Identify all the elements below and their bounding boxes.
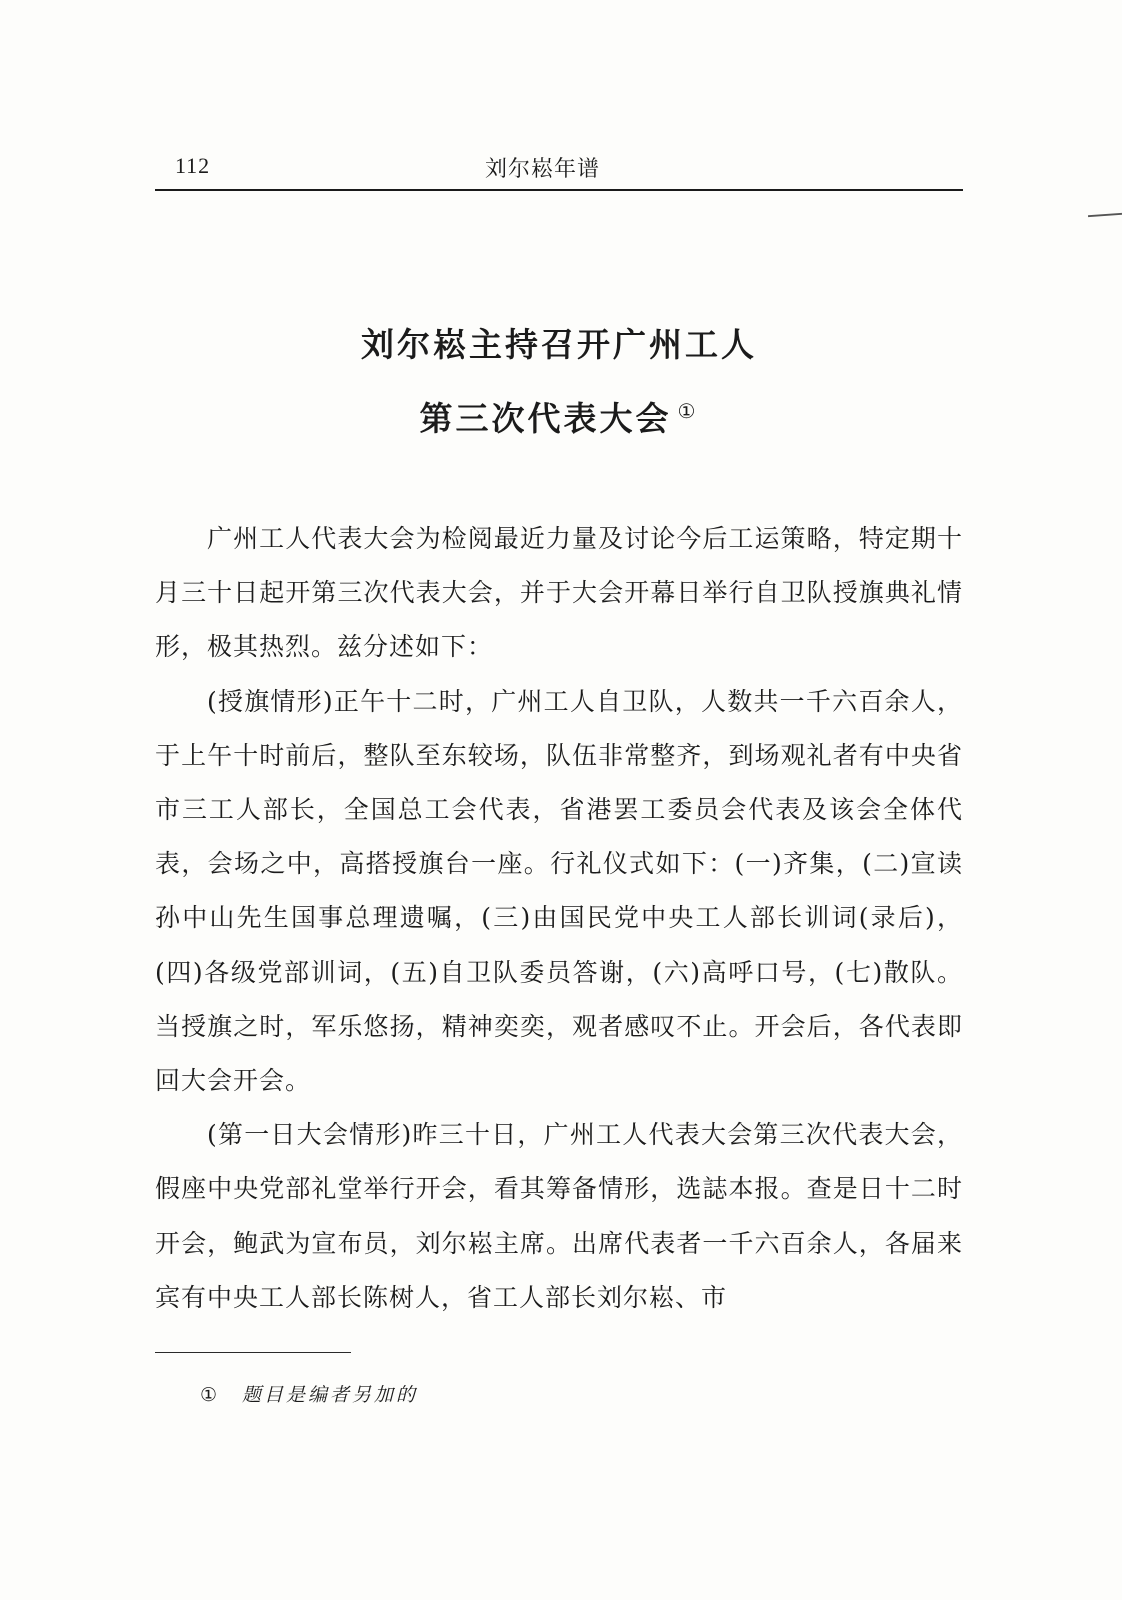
margin-mark — [1088, 213, 1122, 217]
header-rule — [155, 189, 963, 191]
footnote-text: 题目是编者另加的 — [242, 1384, 419, 1406]
article-title — [155, 312, 963, 452]
article-body — [155, 512, 963, 1325]
footnote-rule — [155, 1352, 351, 1353]
title-line-2-wrap — [155, 378, 963, 452]
page-header — [155, 150, 963, 190]
paragraph: (授旗情形)正午十二时，广州工人自卫队，人数共一千六百余人，于上午十时前后，整队至东较场，队伍非常整齐，到场观礼者有中央省市三工人部长，全国总工会代表，省港罢工委员会代表及该会全体代表，会场之中，高搭授旗台一座。行礼仪式如下：(一)齐集，(二)宣读孙中山先生国事总理遗嘱，(三)由国民党中央工人部长训词(录后)，(四)各级党部训词，(五)自卫队委员答谢，(六)高呼口号，(七)散队。当授旗之时，军乐悠扬，精神奕奕，观者感叹不止。开会后，各代表即回大会开会。 — [155, 686, 963, 1096]
title-line-1: 刘尔崧主持召开广州工人 — [361, 325, 757, 364]
paragraph: (第一日大会情形)昨三十日，广州工人代表大会第三次代表大会，假座中央党部礼堂举行开会，看其筹备情形，选誌本报。查是日十二时开会，鲍武为宣布员，刘尔崧主席。出席代表者一千六百余人，各届来宾有中央工人部长陈树人，省工人部长刘尔崧、市 — [155, 1120, 963, 1312]
page-number: 112 — [175, 153, 211, 178]
running-head: 刘尔崧年谱 — [485, 157, 601, 182]
footnote-marker: ① — [200, 1384, 221, 1406]
paragraph: 广州工人代表大会为检阅最近力量及讨论今后工运策略，特定期十月三十日起开第三次代表大会，并于大会开幕日举行自卫队授旗典礼情形，极其热烈。兹分述如下： — [155, 524, 963, 662]
title-footnote-marker: ① — [677, 399, 699, 423]
footnote — [200, 1380, 418, 1407]
title-line-2: 第三次代表大会 — [419, 399, 672, 438]
